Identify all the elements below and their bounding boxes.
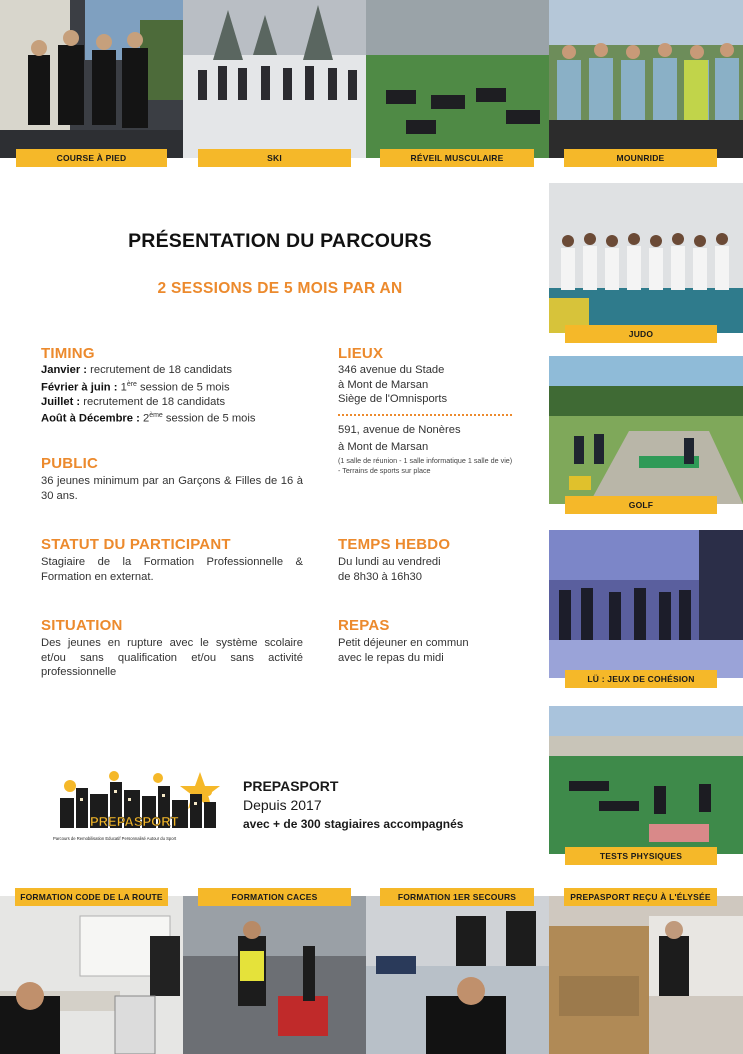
photo-golf [549, 356, 743, 504]
situation-text: Des jeunes en rupture avec le système scolaire et/ou sans qualification et/ou sans activité professionnelle [41, 637, 303, 678]
lieux-note: (1 salle de réunion - 1 salle informatique 1 salle de vie) - Terrains de sports sur place [338, 456, 513, 475]
logo-tagline: Parcours de Remobilisation Educatif Personnalisé Autour du Sport [53, 836, 177, 841]
public-text: 36 jeunes minimum par an Garçons & Filles de 16 à 30 ans. [41, 475, 303, 502]
brand-name: PREPASPORT [243, 778, 339, 794]
timing-line: Janvier : recrutement de 18 candidats [41, 364, 232, 376]
brand-since: Depuis 2017 [243, 797, 322, 813]
lieux-heading: LIEUX [338, 345, 384, 362]
caption-golf: GOLF [565, 496, 717, 514]
caption-ski: SKI [198, 149, 351, 167]
caption-tests-physiques: TESTS PHYSIQUES [565, 847, 717, 865]
lieux-divider [338, 414, 512, 416]
timing-lines [41, 363, 316, 426]
page-subtitle: 2 SESSIONS DE 5 MOIS PAR AN [157, 280, 403, 297]
repas-text [338, 636, 518, 665]
lieux-line: 346 avenue du Stade [338, 364, 445, 376]
temps-line: de 8h30 à 16h30 [338, 570, 422, 583]
lieux-line: Siège de l'Omnisports [338, 393, 448, 405]
situation-heading: SITUATION [41, 617, 123, 634]
photo-judo [549, 183, 743, 333]
photo-mounride [549, 0, 743, 158]
lieux-place-1 [338, 363, 518, 407]
photo-ski [183, 0, 366, 158]
caption-mounride: MOUNRIDE [564, 149, 717, 167]
photo-tests-physiques [549, 706, 743, 854]
temps-text [338, 555, 518, 584]
caption-caces: FORMATION CACES [198, 888, 351, 906]
statut-text: Stagiaire de la Formation Professionnelle & Formation en externat. [41, 556, 303, 583]
lieux-line: à Mont de Marsan [338, 378, 429, 391]
brand-count: avec + de 300 stagiaires accompagnés [243, 817, 464, 831]
caption-code-de-la-route: FORMATION CODE DE LA ROUTE [15, 888, 168, 906]
caption-1er-secours: FORMATION 1ER SECOURS [380, 888, 534, 906]
caption-judo: JUDO [565, 325, 717, 343]
caption-reveil-musculaire: RÉVEIL MUSCULAIRE [380, 149, 534, 167]
photo-lu-jeux-de-cohesion [549, 530, 743, 678]
photo-elysee [549, 896, 743, 1054]
timing-line: Août à Décembre : 2ème session de 5 mois [41, 412, 256, 425]
caption-lu-jeux-de-cohesion: LÜ : JEUX DE COHÉSION [565, 670, 717, 688]
timing-heading: TIMING [41, 345, 95, 362]
repas-heading: REPAS [338, 617, 390, 634]
lieux-place-2 [338, 422, 518, 456]
statut-heading: STATUT DU PARTICIPANT [41, 536, 231, 553]
logo-text: PREPASPORT [90, 814, 179, 829]
timing-line: Février à juin : 1ère session de 5 mois [41, 380, 230, 394]
prepasport-logo [50, 768, 230, 844]
timing-line: Juillet : recrutement de 18 candidats [41, 395, 226, 408]
photo-code-de-la-route [0, 896, 183, 1054]
lieux-line: 591, avenue de Nonères [338, 424, 461, 436]
repas-line: Petit déjeuner en commun [338, 637, 469, 649]
photo-course-a-pied [0, 0, 183, 158]
photo-caces [183, 896, 366, 1054]
temps-line: Du lundi au vendredi [338, 556, 441, 568]
page-title: PRÉSENTATION DU PARCOURS [128, 230, 432, 252]
temps-heading: TEMPS HEBDO [338, 536, 451, 553]
caption-course-a-pied: COURSE À PIED [16, 149, 167, 167]
photo-1er-secours [366, 896, 549, 1054]
photo-reveil-musculaire [366, 0, 549, 158]
caption-elysee: PREPASPORT REÇU À L'ÉLYSÉE [564, 888, 717, 906]
repas-line: avec le repas du midi [338, 651, 444, 664]
lieux-line: à Mont de Marsan [338, 441, 429, 453]
public-heading: PUBLIC [41, 455, 99, 472]
